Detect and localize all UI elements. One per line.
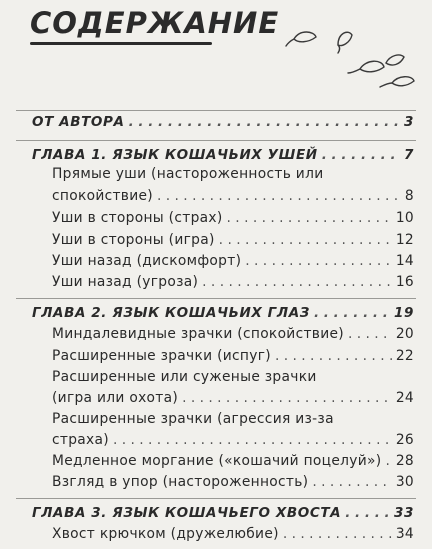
leader-dots bbox=[345, 505, 390, 521]
toc-entry-ch1-5[interactable] bbox=[52, 274, 414, 290]
toc-page-number: 14 bbox=[395, 253, 414, 269]
leader-dots bbox=[283, 526, 392, 542]
toc-entry-label: Медленное моргание («кошачий поцелуй») bbox=[52, 453, 382, 469]
toc-entry-label: страха) bbox=[52, 432, 109, 448]
leader-dots bbox=[227, 210, 392, 226]
toc-chapter-2[interactable] bbox=[32, 305, 414, 321]
leader-dots bbox=[219, 232, 392, 248]
toc-entry-label: Уши назад (дискомфорт) bbox=[52, 253, 242, 269]
toc-page-number: 10 bbox=[395, 210, 414, 226]
leader-dots bbox=[182, 390, 392, 406]
leader-dots bbox=[245, 253, 392, 269]
toc-chapter-1[interactable] bbox=[32, 147, 414, 163]
section-divider bbox=[16, 110, 416, 111]
toc-entry-label: ОТ АВТОРА bbox=[32, 114, 125, 130]
toc-page-number: 30 bbox=[395, 474, 414, 490]
toc-entry-ch2-4[interactable] bbox=[52, 432, 414, 448]
toc-page-number: 19 bbox=[394, 305, 414, 321]
toc-entry-ch1-4[interactable] bbox=[52, 253, 414, 269]
toc-entry-ch2-5[interactable] bbox=[52, 453, 414, 469]
toc-entry-label: Уши в стороны (страх) bbox=[52, 210, 223, 226]
toc-page-number: 33 bbox=[394, 505, 414, 521]
toc-entry-label: Взгляд в упор (настороженность) bbox=[52, 474, 309, 490]
leader-dots bbox=[312, 474, 392, 490]
leader-dots bbox=[275, 348, 392, 364]
toc-entry-ch1-1[interactable] bbox=[52, 188, 414, 204]
toc-entry-label: Уши назад (угроза) bbox=[52, 274, 199, 290]
toc-page-number: 7 bbox=[404, 147, 414, 163]
toc-page-number: 26 bbox=[395, 432, 414, 448]
toc-page-number: 34 bbox=[395, 526, 414, 542]
toc-entry-label: Миндалевидные зрачки (спокойствие) bbox=[52, 326, 344, 342]
toc-entry-label: спокойствие) bbox=[52, 188, 153, 204]
toc-entry-label: ГЛАВА 2. ЯЗЫК КОШАЧЬИХ ГЛАЗ bbox=[32, 305, 310, 321]
section-divider bbox=[16, 140, 416, 141]
toc-entry-ch2-3[interactable] bbox=[52, 390, 414, 406]
toc-page-number: 12 bbox=[395, 232, 414, 248]
toc-entry-author[interactable] bbox=[32, 114, 414, 130]
toc-entry-label: ГЛАВА 1. ЯЗЫК КОШАЧЬИХ УШЕЙ bbox=[32, 147, 318, 163]
toc-entry-line: Расширенные зрачки (агрессия из-за bbox=[52, 411, 334, 427]
toc-entry-ch2-6[interactable] bbox=[52, 474, 414, 490]
toc-entry-ch2-2[interactable] bbox=[52, 348, 414, 364]
leader-dots bbox=[129, 114, 400, 130]
toc-entry-line: Расширенные или суженые зрачки bbox=[52, 369, 317, 385]
toc-page-number: 28 bbox=[395, 453, 414, 469]
toc-entry-label: (игра или охота) bbox=[52, 390, 179, 406]
toc-page-number: 16 bbox=[395, 274, 414, 290]
page-title: СОДЕРЖАНИЕ bbox=[30, 6, 280, 40]
leader-dots bbox=[157, 188, 401, 204]
leader-dots bbox=[314, 305, 390, 321]
toc-entry-ch3-1[interactable] bbox=[52, 526, 414, 542]
toc-entry-label: Хвост крючком (дружелюбие) bbox=[52, 526, 279, 542]
leader-dots bbox=[202, 274, 392, 290]
toc-entry-ch2-1[interactable] bbox=[52, 326, 414, 342]
toc-page-number: 22 bbox=[395, 348, 414, 364]
section-divider bbox=[16, 298, 416, 299]
leader-dots bbox=[322, 147, 400, 163]
leaf-decoration-icon bbox=[280, 25, 420, 95]
toc-entry-ch1-3[interactable] bbox=[52, 232, 414, 248]
toc-entry-label: Расширенные зрачки (испуг) bbox=[52, 348, 271, 364]
leader-dots bbox=[348, 326, 392, 342]
toc-chapter-3[interactable] bbox=[32, 505, 414, 521]
title-underline bbox=[30, 42, 212, 45]
toc-entry-line: Прямые уши (настороженность или bbox=[52, 166, 324, 182]
toc-entry-ch1-2[interactable] bbox=[52, 210, 414, 226]
toc-page-number: 20 bbox=[395, 326, 414, 342]
section-divider bbox=[16, 498, 416, 499]
toc-page-number: 3 bbox=[404, 114, 414, 130]
leader-dots bbox=[385, 453, 391, 469]
toc-page-number: 24 bbox=[395, 390, 414, 406]
leader-dots bbox=[113, 432, 392, 448]
toc-page-number: 8 bbox=[404, 188, 414, 204]
toc-entry-label: ГЛАВА 3. ЯЗЫК КОШАЧЬЕГО ХВОСТА bbox=[32, 505, 342, 521]
toc-entry-label: Уши в стороны (игра) bbox=[52, 232, 215, 248]
